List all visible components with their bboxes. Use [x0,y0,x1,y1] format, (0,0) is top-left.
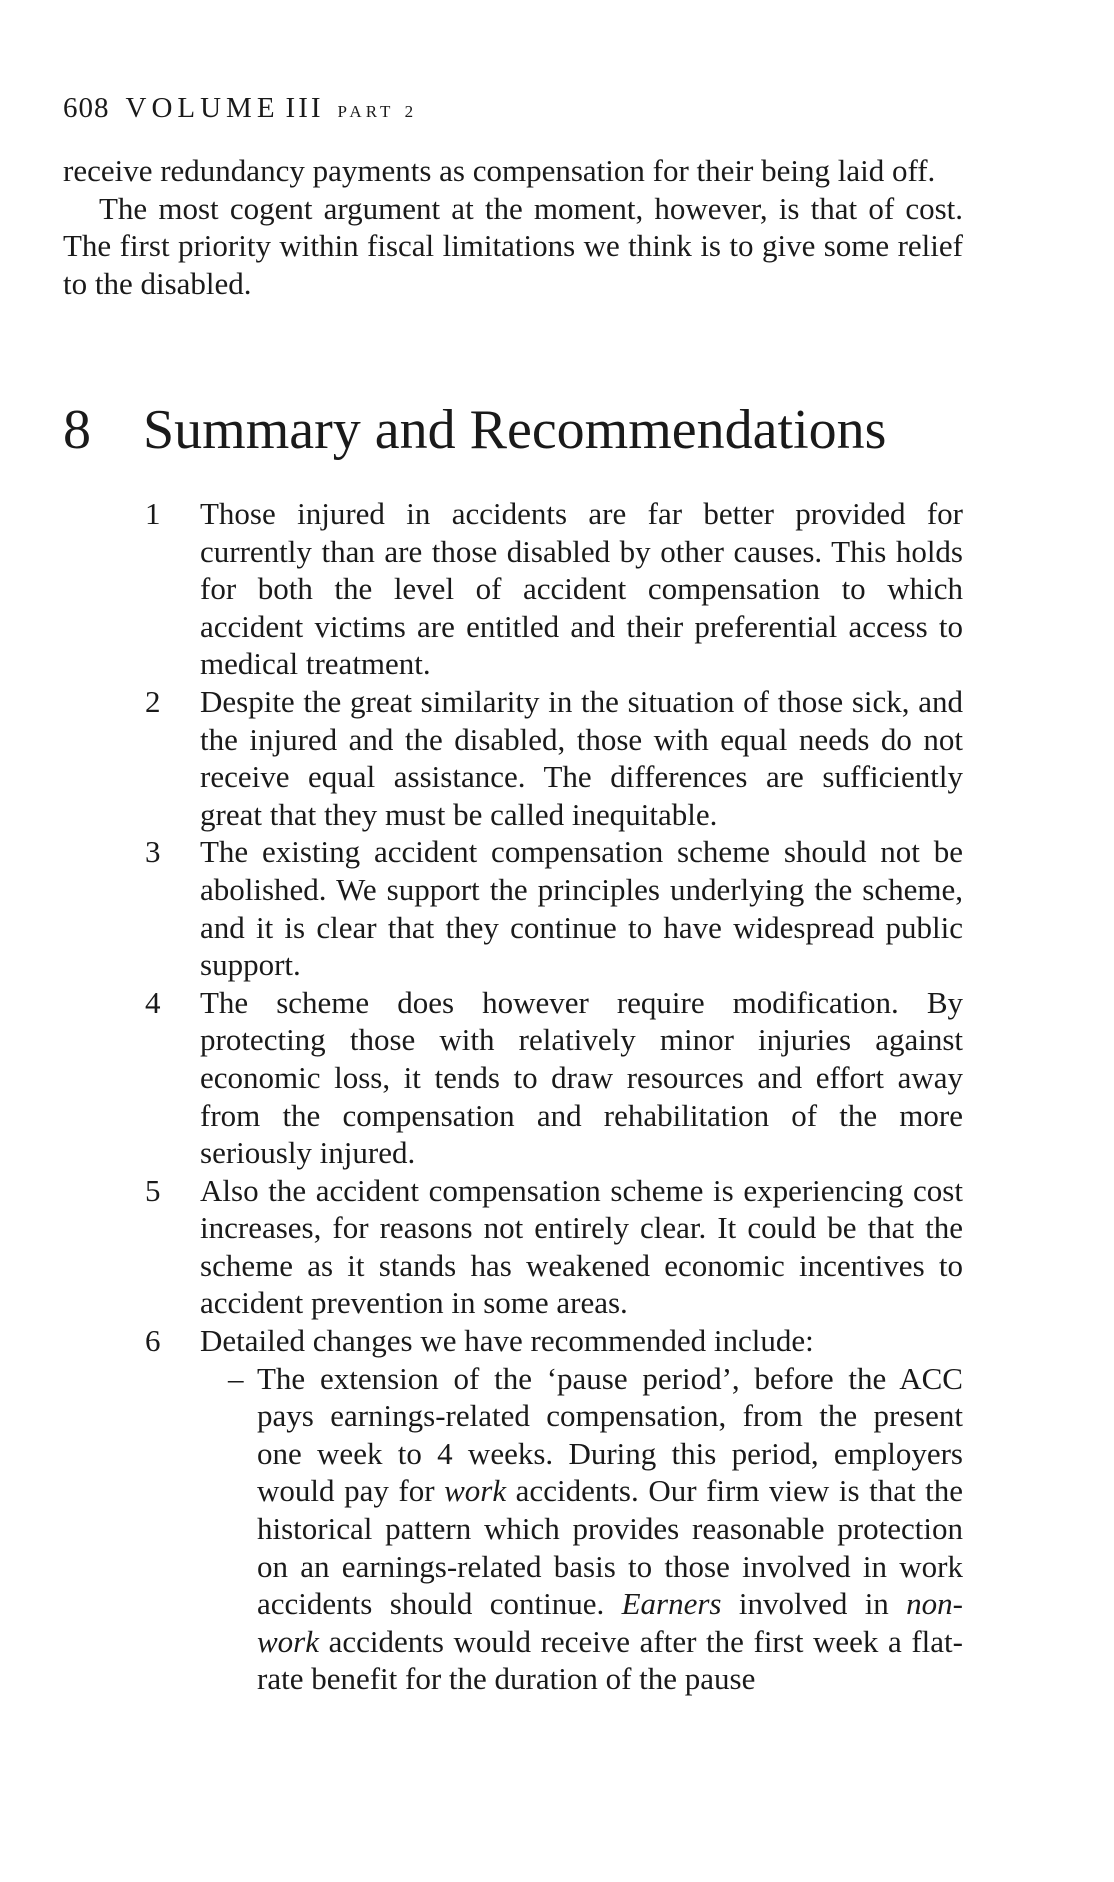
recommendation-number: 3 [145,834,161,870]
subitem-text-2: accidents. Our firm view is that the historical pattern which provides reasonable protection on an earnings-related basis to those involved in work accidents should continue. [257,1473,964,1622]
dash-marker: – [228,1360,244,1396]
detailed-changes-list [200,1360,963,1698]
recommendation-number: 1 [145,496,161,531]
recommendation-number: 6 [145,1323,161,1359]
volume-label: VOLUME [125,92,280,124]
recommendation-item [145,984,963,1172]
recommendation-item [145,1172,963,1322]
recommendation-text: Detailed changes we have recommended include: [200,1323,814,1359]
continuation-paragraph: receive redundancy payments as compensation for their being laid off. [63,153,936,188]
recommendation-item [145,833,963,983]
subitem-text-4: accidents would receive after the first week a flat-rate benefit for the duration of the pause [257,1623,963,1697]
section-number: 8 [63,399,91,461]
intro-text [63,152,963,302]
recommendation-text: Those injured in accidents are far better provided for currently than are those disabled by other causes. This holds for both the level of accident compensation to which accident victims are entitled and their preferential access to medical treatment. [200,496,963,682]
recommendation-item [145,683,963,833]
cost-paragraph: The most cogent argument at the moment, however, is that of cost. The first priority within fiscal limitations we think is to give some relief to the disabled. [63,190,963,301]
subitem-text-1: The extension of the ‘pause period’, before the ACC pays earnings-related compensation, from the present one week to 4 weeks. During this period, employers would pay for [257,1360,963,1509]
emphasis-earners: Earners [621,1586,722,1622]
section-heading [63,398,886,462]
emphasis-non-work: non-work [257,1586,963,1659]
recommendation-number: 2 [145,683,161,719]
recommendation-text: Also the accident compensation scheme is experiencing cost increases, for reasons not entirely clear. It could be that the scheme as it stands has weakened economic incentives to accident prevention in some areas. [200,1172,963,1321]
recommendation-number: 5 [145,1172,161,1208]
recommendation-text: The existing accident compensation scheme should not be abolished. We support the principles underlying the scheme, and it is clear that they continue to have widespread public support. [200,834,963,983]
recommendation-text: Despite the great similarity in the situation of those sick, and the injured and the disabled, those with equal needs do not receive equal assistance. The differences are sufficiently great that they must be called inequitable. [200,683,963,832]
recommendation-item [145,495,963,683]
recommendation-text: The scheme does however require modification. By protecting those with relatively minor injuries against economic loss, it tends to draw resources and effort away from the compensation and rehabilitation of the more seriously injured. [200,984,963,1171]
recommendation-item [145,1322,963,1698]
detailed-change-item [200,1360,963,1698]
running-head [63,92,417,125]
section-title: Summary and Recommendations [143,399,887,461]
emphasis-work: work [444,1473,507,1509]
recommendation-list [145,495,963,1698]
page-number: 608 [63,92,110,124]
recommendation-number: 4 [145,984,161,1020]
part-label: PART [337,102,395,121]
part-number: 2 [404,102,418,121]
volume-number: III [285,92,324,124]
subitem-text-3: involved in [721,1586,907,1622]
